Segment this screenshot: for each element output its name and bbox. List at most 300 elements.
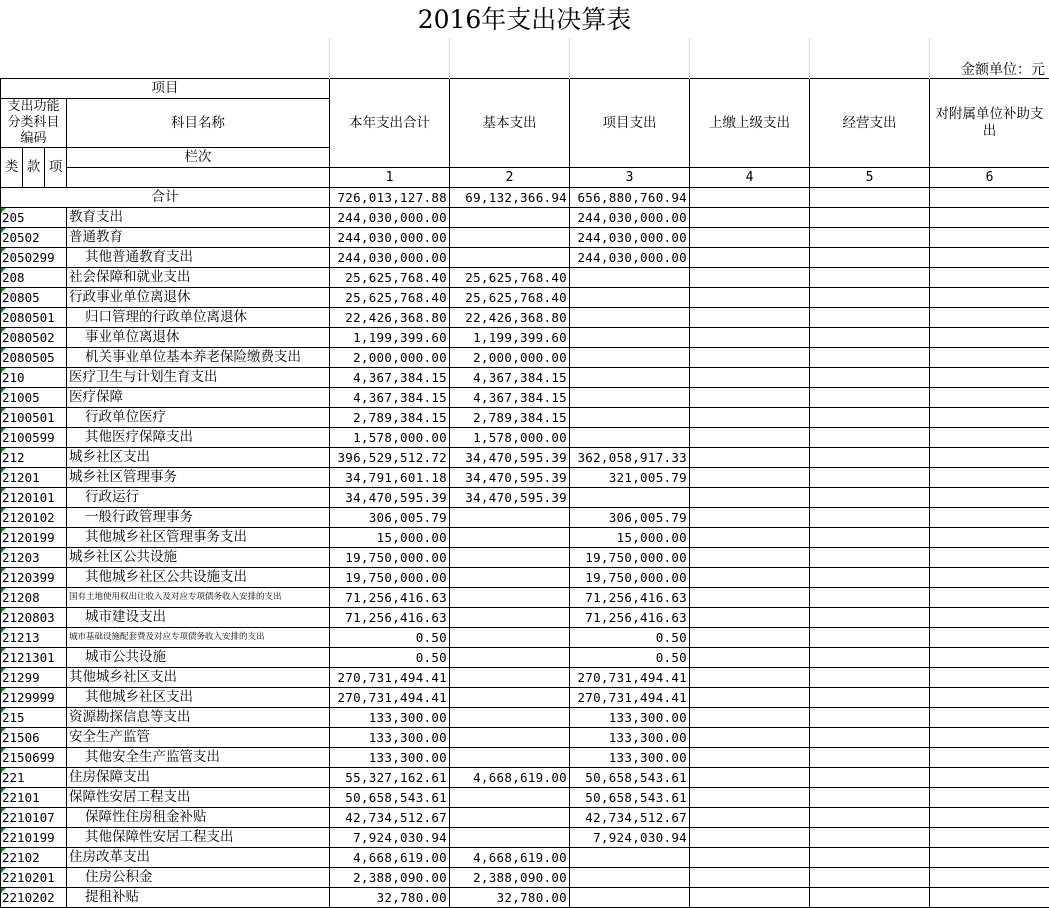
amount-cell	[690, 588, 810, 608]
code-cell: 2080501	[1, 308, 67, 328]
header-business: 经营支出	[810, 79, 930, 168]
amount-cell	[690, 688, 810, 708]
amount-cell	[810, 328, 930, 348]
amount-cell	[690, 748, 810, 768]
unit-label: 金额单位：元	[961, 59, 1045, 79]
name-cell: 归口管理的行政单位离退休	[67, 308, 330, 328]
amount-cell	[930, 748, 1049, 768]
amount-cell	[450, 748, 570, 768]
amount-cell: 244,030,000.00	[570, 208, 690, 228]
amount-cell	[570, 288, 690, 308]
amount-cell	[570, 868, 690, 888]
amount-cell: 19,750,000.00	[330, 568, 450, 588]
amount-cell	[930, 528, 1049, 548]
column-number: 4	[690, 168, 810, 188]
amount-cell	[810, 448, 930, 468]
header-basic: 基本支出	[450, 79, 570, 168]
amount-cell	[930, 628, 1049, 648]
amount-cell	[810, 288, 930, 308]
header-column-label: 栏次	[67, 148, 330, 168]
amount-cell	[570, 348, 690, 368]
name-cell: 国有土地使用权出让收入及对应专项债务收入安排的支出	[67, 588, 330, 608]
header-subsidy: 对附属单位补助支出	[930, 79, 1049, 168]
amount-cell	[450, 528, 570, 548]
table-row	[1, 528, 1049, 548]
code-cell: 21201	[1, 468, 67, 488]
header-total: 本年支出合计	[330, 79, 450, 168]
column-number-spacer	[67, 168, 330, 188]
table-row	[1, 388, 1049, 408]
amount-cell	[930, 588, 1049, 608]
amount-cell	[930, 668, 1049, 688]
header-lei: 类	[1, 148, 23, 188]
code-cell: 208	[1, 268, 67, 288]
name-cell: 行政事业单位离退休	[67, 288, 330, 308]
amount-cell: 34,470,595.39	[330, 488, 450, 508]
amount-cell	[690, 208, 810, 228]
amount-cell	[930, 608, 1049, 628]
code-cell: 22102	[1, 848, 67, 868]
table-row	[1, 568, 1049, 588]
name-cell: 住房改革支出	[67, 848, 330, 868]
amount-cell	[930, 848, 1049, 868]
amount-cell	[930, 508, 1049, 528]
amount-cell: 71,256,416.63	[330, 588, 450, 608]
header-project: 项目	[1, 79, 330, 99]
amount-cell	[690, 708, 810, 728]
amount-cell	[810, 748, 930, 768]
amount-cell	[690, 808, 810, 828]
amount-cell	[810, 488, 930, 508]
header-project-expense: 项目支出	[570, 79, 690, 168]
amount-cell	[930, 828, 1049, 848]
table-row	[1, 728, 1049, 748]
amount-cell: 15,000.00	[330, 528, 450, 548]
amount-cell: 7,924,030.94	[570, 828, 690, 848]
code-cell: 2210201	[1, 868, 67, 888]
amount-cell	[930, 208, 1049, 228]
sheet-title: 2016年支出决算表	[0, 0, 1049, 38]
amount-cell	[810, 368, 930, 388]
table-row	[1, 448, 1049, 468]
name-cell: 城乡社区公共设施	[67, 548, 330, 568]
name-cell: 机关事业单位基本养老保险缴费支出	[67, 348, 330, 368]
name-cell: 行政运行	[67, 488, 330, 508]
name-cell: 其他医疗保障支出	[67, 428, 330, 448]
amount-cell	[690, 788, 810, 808]
amount-cell	[690, 768, 810, 788]
amount-cell	[930, 808, 1049, 828]
amount-cell	[930, 488, 1049, 508]
name-cell: 其他城乡社区管理事务支出	[67, 528, 330, 548]
amount-cell: 4,367,384.15	[450, 368, 570, 388]
table-row	[1, 488, 1049, 508]
name-cell: 安全生产监管	[67, 728, 330, 748]
amount-cell: 19,750,000.00	[330, 548, 450, 568]
amount-cell	[690, 668, 810, 688]
amount-cell	[450, 688, 570, 708]
header-xiang: 项	[45, 148, 67, 188]
amount-cell	[930, 428, 1049, 448]
amount-cell: 244,030,000.00	[570, 248, 690, 268]
amount-cell	[810, 828, 930, 848]
amount-cell: 0.50	[570, 628, 690, 648]
amount-cell	[810, 688, 930, 708]
table-row	[1, 748, 1049, 768]
header-code-label: 支出功能分类科目编码	[1, 99, 67, 148]
amount-cell	[930, 288, 1049, 308]
total-row	[1, 188, 1049, 208]
amount-cell	[930, 368, 1049, 388]
amount-cell	[450, 608, 570, 628]
amount-cell	[810, 548, 930, 568]
amount-cell: 2,000,000.00	[450, 348, 570, 368]
table-row	[1, 688, 1049, 708]
table-row	[1, 668, 1049, 688]
amount-cell: 133,300.00	[570, 728, 690, 748]
amount-cell	[930, 728, 1049, 748]
name-cell: 城乡社区支出	[67, 448, 330, 468]
amount-cell	[450, 568, 570, 588]
amount-cell: 4,367,384.15	[330, 388, 450, 408]
header-kuan: 款	[23, 148, 45, 188]
amount-cell: 0.50	[330, 648, 450, 668]
amount-cell: 396,529,512.72	[330, 448, 450, 468]
amount-cell	[810, 348, 930, 368]
amount-cell: 69,132,366.94	[450, 188, 570, 208]
table-row	[1, 508, 1049, 528]
name-cell: 保障性住房租金补贴	[67, 808, 330, 828]
amount-cell	[930, 228, 1049, 248]
code-cell: 210	[1, 368, 67, 388]
amount-cell: 306,005.79	[570, 508, 690, 528]
table-row	[1, 208, 1049, 228]
amount-cell: 25,625,768.40	[330, 288, 450, 308]
code-cell: 2210202	[1, 888, 67, 908]
amount-cell: 34,791,601.18	[330, 468, 450, 488]
amount-cell	[570, 268, 690, 288]
amount-cell	[810, 508, 930, 528]
amount-cell	[570, 488, 690, 508]
column-number: 3	[570, 168, 690, 188]
amount-cell: 270,731,494.41	[570, 668, 690, 688]
code-cell: 2080505	[1, 348, 67, 368]
amount-cell: 0.50	[330, 628, 450, 648]
code-cell: 215	[1, 708, 67, 728]
amount-cell: 71,256,416.63	[330, 608, 450, 628]
code-cell: 2120399	[1, 568, 67, 588]
amount-cell	[810, 708, 930, 728]
amount-cell	[930, 548, 1049, 568]
amount-cell	[930, 688, 1049, 708]
amount-cell: 1,199,399.60	[330, 328, 450, 348]
table-row	[1, 648, 1049, 668]
amount-cell	[810, 608, 930, 628]
code-cell: 2100599	[1, 428, 67, 448]
amount-cell	[450, 728, 570, 748]
amount-cell: 2,388,090.00	[330, 868, 450, 888]
amount-cell: 1,199,399.60	[450, 328, 570, 348]
amount-cell	[810, 228, 930, 248]
name-cell: 其他城乡社区公共设施支出	[67, 568, 330, 588]
name-cell: 事业单位离退休	[67, 328, 330, 348]
header-name-label: 科目名称	[67, 99, 330, 148]
name-cell: 行政单位医疗	[67, 408, 330, 428]
amount-cell: 2,789,384.15	[330, 408, 450, 428]
name-cell: 一般行政管理事务	[67, 508, 330, 528]
name-cell: 保障性安居工程支出	[67, 788, 330, 808]
amount-cell	[930, 648, 1049, 668]
amount-cell	[690, 728, 810, 748]
amount-cell	[810, 848, 930, 868]
amount-cell	[570, 428, 690, 448]
amount-cell	[930, 708, 1049, 728]
amount-cell	[690, 568, 810, 588]
amount-cell	[690, 328, 810, 348]
amount-cell	[690, 528, 810, 548]
code-cell: 2120199	[1, 528, 67, 548]
table-row	[1, 408, 1049, 428]
amount-cell	[810, 308, 930, 328]
name-cell: 城乡社区管理事务	[67, 468, 330, 488]
amount-cell	[690, 608, 810, 628]
name-cell: 其他保障性安居工程支出	[67, 828, 330, 848]
header-upper: 上缴上级支出	[690, 79, 810, 168]
name-cell: 医疗保障	[67, 388, 330, 408]
amount-cell: 4,668,619.00	[450, 848, 570, 868]
table-row	[1, 428, 1049, 448]
amount-cell	[450, 648, 570, 668]
amount-cell	[690, 488, 810, 508]
table-row	[1, 268, 1049, 288]
amount-cell	[450, 788, 570, 808]
amount-cell	[690, 828, 810, 848]
code-cell: 2100501	[1, 408, 67, 428]
amount-cell: 34,470,595.39	[450, 448, 570, 468]
amount-cell	[810, 728, 930, 748]
amount-cell	[810, 568, 930, 588]
name-cell: 其他城乡社区支出	[67, 668, 330, 688]
amount-cell: 42,734,512.67	[570, 808, 690, 828]
code-cell: 22101	[1, 788, 67, 808]
amount-cell	[930, 328, 1049, 348]
code-cell: 21299	[1, 668, 67, 688]
amount-cell	[930, 448, 1049, 468]
amount-cell: 270,731,494.41	[330, 668, 450, 688]
amount-cell	[690, 188, 810, 208]
amount-cell	[690, 548, 810, 568]
code-cell: 212	[1, 448, 67, 468]
table-row	[1, 788, 1049, 808]
amount-cell	[810, 768, 930, 788]
amount-cell	[450, 708, 570, 728]
amount-cell	[810, 788, 930, 808]
amount-cell: 55,327,162.61	[330, 768, 450, 788]
amount-cell: 4,668,619.00	[330, 848, 450, 868]
amount-cell	[810, 588, 930, 608]
amount-cell	[810, 248, 930, 268]
name-cell: 住房公积金	[67, 868, 330, 888]
amount-cell	[450, 548, 570, 568]
code-cell: 21005	[1, 388, 67, 408]
amount-cell: 50,658,543.61	[330, 788, 450, 808]
name-cell: 普通教育	[67, 228, 330, 248]
table-row	[1, 288, 1049, 308]
code-cell: 2210199	[1, 828, 67, 848]
amount-cell	[810, 208, 930, 228]
name-cell: 城市公共设施	[67, 648, 330, 668]
code-cell: 21213	[1, 628, 67, 648]
amount-cell	[930, 268, 1049, 288]
amount-cell: 2,388,090.00	[450, 868, 570, 888]
amount-cell	[690, 248, 810, 268]
amount-cell	[450, 828, 570, 848]
table-row	[1, 608, 1049, 628]
amount-cell	[810, 408, 930, 428]
name-cell: 教育支出	[67, 208, 330, 228]
amount-cell	[570, 368, 690, 388]
amount-cell	[810, 268, 930, 288]
amount-cell: 133,300.00	[330, 748, 450, 768]
amount-cell: 4,668,619.00	[450, 768, 570, 788]
table-row	[1, 828, 1049, 848]
amount-cell	[810, 188, 930, 208]
amount-cell	[930, 188, 1049, 208]
name-cell: 其他安全生产监管支出	[67, 748, 330, 768]
name-cell: 城市基础设施配套费及对应专项债务收入安排的支出	[67, 628, 330, 648]
amount-cell	[810, 668, 930, 688]
amount-cell	[810, 388, 930, 408]
table-row	[1, 368, 1049, 388]
amount-cell: 133,300.00	[330, 728, 450, 748]
table-row	[1, 708, 1049, 728]
name-cell: 资源勘探信息等支出	[67, 708, 330, 728]
amount-cell	[690, 408, 810, 428]
name-cell: 其他普通教育支出	[67, 248, 330, 268]
amount-cell	[930, 468, 1049, 488]
amount-cell	[930, 408, 1049, 428]
table-row	[1, 308, 1049, 328]
amount-cell	[810, 428, 930, 448]
amount-cell: 726,013,127.88	[330, 188, 450, 208]
name-cell: 医疗卫生与计划生育支出	[67, 368, 330, 388]
table-row	[1, 228, 1049, 248]
amount-cell	[450, 808, 570, 828]
amount-cell	[690, 228, 810, 248]
table-row	[1, 868, 1049, 888]
amount-cell: 32,780.00	[450, 888, 570, 908]
name-cell: 提租补贴	[67, 888, 330, 908]
amount-cell	[450, 208, 570, 228]
name-cell: 住房保障支出	[67, 768, 330, 788]
amount-cell: 270,731,494.41	[330, 688, 450, 708]
name-cell: 城市建设支出	[67, 608, 330, 628]
amount-cell	[450, 228, 570, 248]
amount-cell	[450, 248, 570, 268]
amount-cell: 244,030,000.00	[330, 208, 450, 228]
amount-cell: 25,625,768.40	[450, 288, 570, 308]
amount-cell: 22,426,368.80	[450, 308, 570, 328]
amount-cell: 42,734,512.67	[330, 808, 450, 828]
amount-cell: 34,470,595.39	[450, 468, 570, 488]
amount-cell: 19,750,000.00	[570, 548, 690, 568]
table-row	[1, 348, 1049, 368]
amount-cell: 2,000,000.00	[330, 348, 450, 368]
amount-cell	[930, 788, 1049, 808]
code-cell: 2210107	[1, 808, 67, 828]
amount-cell	[690, 308, 810, 328]
name-cell: 社会保障和就业支出	[67, 268, 330, 288]
amount-cell: 25,625,768.40	[330, 268, 450, 288]
amount-cell	[810, 808, 930, 828]
amount-cell	[690, 868, 810, 888]
code-cell: 2129999	[1, 688, 67, 708]
amount-cell	[690, 648, 810, 668]
amount-cell: 321,005.79	[570, 468, 690, 488]
amount-cell	[450, 628, 570, 648]
amount-cell	[570, 328, 690, 348]
amount-cell	[450, 508, 570, 528]
table-row	[1, 848, 1049, 868]
code-cell: 2150699	[1, 748, 67, 768]
table-row	[1, 628, 1049, 648]
name-cell: 其他城乡社区支出	[67, 688, 330, 708]
amount-cell: 4,367,384.15	[330, 368, 450, 388]
table-row	[1, 548, 1049, 568]
amount-cell	[570, 848, 690, 868]
table-row	[1, 808, 1049, 828]
amount-cell	[450, 588, 570, 608]
amount-cell	[930, 308, 1049, 328]
table-row	[1, 768, 1049, 788]
column-number: 6	[930, 168, 1049, 188]
code-cell: 21208	[1, 588, 67, 608]
amount-cell	[930, 388, 1049, 408]
amount-cell	[690, 848, 810, 868]
amount-cell: 50,658,543.61	[570, 768, 690, 788]
amount-cell: 1,578,000.00	[330, 428, 450, 448]
amount-cell: 34,470,595.39	[450, 488, 570, 508]
amount-cell	[690, 448, 810, 468]
amount-cell: 0.50	[570, 648, 690, 668]
code-cell: 21506	[1, 728, 67, 748]
amount-cell: 133,300.00	[570, 748, 690, 768]
amount-cell	[810, 528, 930, 548]
amount-cell: 133,300.00	[570, 708, 690, 728]
code-cell: 2120101	[1, 488, 67, 508]
total-label: 合计	[1, 188, 330, 208]
code-cell: 2050299	[1, 248, 67, 268]
amount-cell	[930, 568, 1049, 588]
amount-cell: 25,625,768.40	[450, 268, 570, 288]
amount-cell: 306,005.79	[330, 508, 450, 528]
code-cell: 20502	[1, 228, 67, 248]
amount-cell: 32,780.00	[330, 888, 450, 908]
amount-cell	[690, 508, 810, 528]
code-cell: 2080502	[1, 328, 67, 348]
amount-cell: 270,731,494.41	[570, 688, 690, 708]
code-cell: 221	[1, 768, 67, 788]
table-row	[1, 248, 1049, 268]
amount-cell	[570, 408, 690, 428]
table-row	[1, 328, 1049, 348]
amount-cell	[930, 868, 1049, 888]
amount-cell	[570, 308, 690, 328]
code-cell: 205	[1, 208, 67, 228]
amount-cell	[690, 388, 810, 408]
amount-cell: 1,578,000.00	[450, 428, 570, 448]
column-number: 2	[450, 168, 570, 188]
